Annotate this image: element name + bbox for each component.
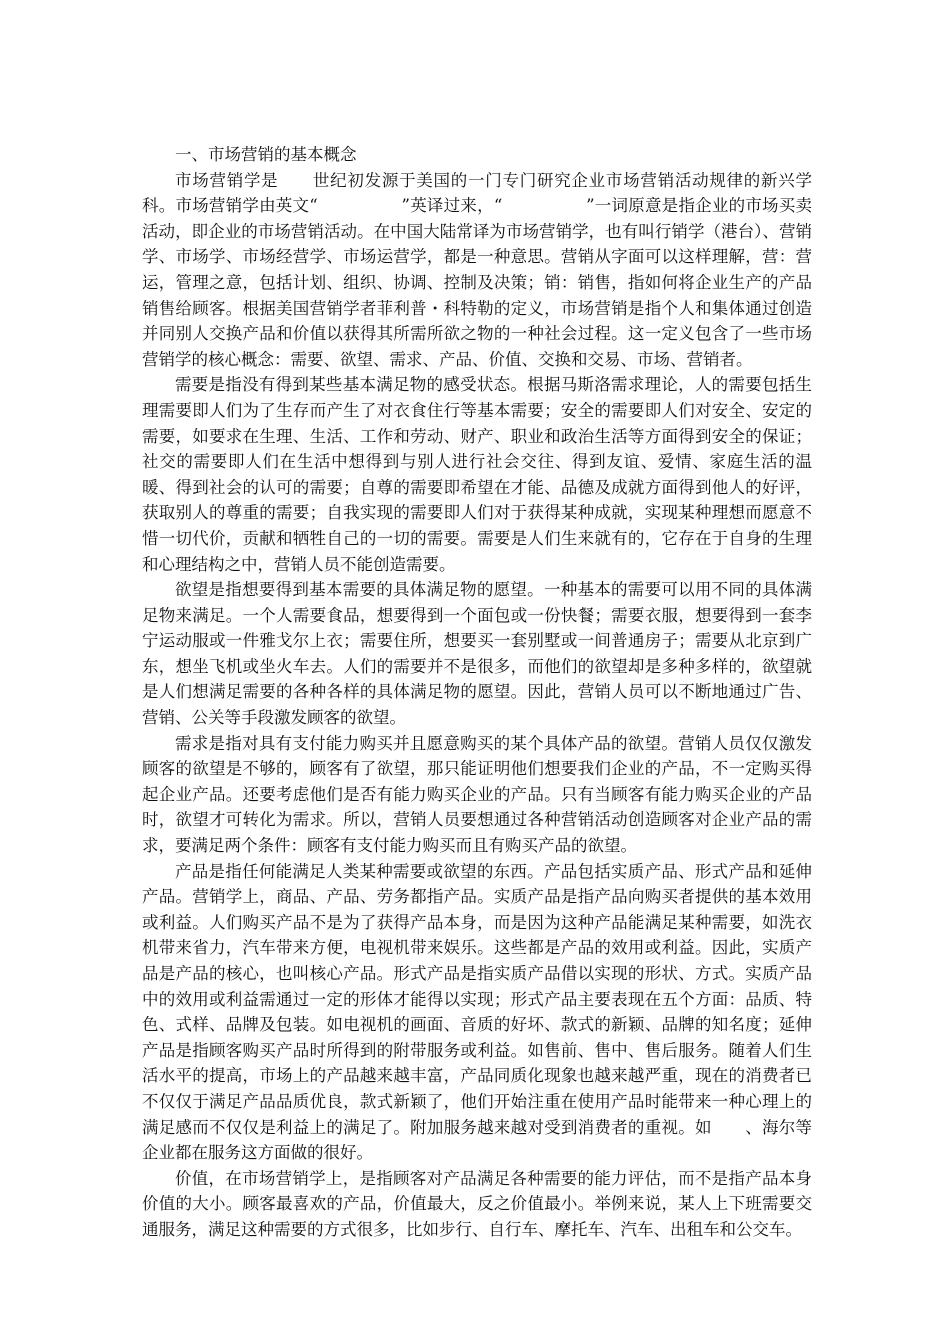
paragraph-marketing-definition: 市场营销学是 世纪初发源于美国的一门专门研究企业市场营销活动规律的新兴学科。市场营销学由英文“ ”英译过来，“ ”一词原意是指企业的市场买卖活动，即企业的市场营销活动。在中国大陆常译为市场营销学，也有叫行销学（港台）、营销学、市场学、市场经营学、市场运营学，都是一种意思。营销从字面可以这样理解，营：营运，管理之意，包括计划、组织、协调、控制及决策；销：销售，指如何将企业生产的产品销售给顾客。根据美国营销学者菲利普・科特勒的定义，市场营销是指个人和集体通过创造并同别人交换产品和价值以获得其所需所欲之物的一种社会过程。这一定义包含了一些市场营销学的核心概念：需要、欲望、需求、产品、价值、交换和交易、市场、营销者。 — [142, 170, 812, 369]
paragraph-demands: 需求是指对具有支付能力购买并且愿意购买的某个具体产品的欲望。营销人员仅仅激发顾客的欲望是不够的，顾客有了欲望，那只能证明他们想要我们企业的产品，不一定购买得起企业产品。还要考虑他们是否有能力购买企业的产品。只有当顾客有能力购买企业的产品时，欲望才可转化为需求。所以，营销人员要想通过各种营销活动创造顾客对企业产品的需求，要满足两个条件：顾客有支付能力购买而且有购买产品的欲望。 — [142, 733, 812, 856]
paragraph-value: 价值，在市场营销学上，是指顾客对产品满足各种需要的能力评估，而不是指产品本身价值的大小。顾客最喜欢的产品，价值最大，反之价值最小。举例来说，某人上下班需要交通服务，满足这种需要的方式很多，比如步行、自行车、摩托车、汽车、出租车和公交车。 — [142, 1168, 812, 1239]
paragraph-products: 产品是指任何能满足人类某种需要或欲望的东西。产品包括实质产品、形式产品和延伸产品。营销学上，商品、产品、劳务都指产品。实质产品是指产品向购买者提供的基本效用或利益。人们购买产品不是为了获得产品本身，而是因为这种产品能满足某种需要，如洗衣机带来省力，汽车带来方便，电视机带来娱乐。这些都是产品的效用或利益。因此，实质产品是产品的核心，也叫核心产品。形式产品是指实质产品借以实现的形状、方式。实质产品中的效用或利益需通过一定的形体才能得以实现；形式产品主要表现在五个方面：品质、特色、式样、品牌及包装。如电视机的画面、音质的好坏、款式的新颖、品牌的知名度；延伸产品是指顾客购买产品时所得到的附带服务或利益。如售前、售中、售后服务。随着人们生活水平的提高，市场上的产品越来越丰富，产品同质化现象也越来越严重，现在的消费者已不仅仅于满足产品品质优良，款式新颖了，他们开始注重在使用产品时能带来一种心理上的满足感而不仅仅是利益上的满足了。附加服务越来越对受到消费者的重视。如 、海尔等企业都在服务这方面做的很好。 — [142, 861, 812, 1163]
document-body — [142, 142, 812, 1243]
paragraph-needs: 需要是指没有得到某些基本满足物的感受状态。根据马斯洛需求理论，人的需要包括生理需要即人们为了生存而产生了对衣食住行等基本需要；安全的需要即人们对安全、安定的需要，如要求在生理、生活、工作和劳动、财产、职业和政治生活等方面得到安全的保证；社交的需要即人们在生活中想得到与别人进行社会交往、得到友谊、爱情、家庭生活的温暖、得到社会的认可的需要；自尊的需要即希望在才能、品德及成就方面得到他人的好评，获取别人的尊重的需要；自我实现的需要即人们对于获得某种成就，实现某种理想而愿意不惜一切代价，贡献和牺牲自己的一切的需要。需要是人们生来就有的，它存在于自身的生理和心理结构之中，营销人员不能创造需要。 — [142, 375, 812, 574]
section-heading: 一、市场营销的基本概念 — [175, 145, 357, 164]
paragraph-wants: 欲望是指想要得到基本需要的具体满足物的愿望。一种基本的需要可以用不同的具体满足物来满足。一个人需要食品，想要得到一个面包或一份快餐；需要衣服，想要得到一套李宁运动服或一件雅戈尔上衣；需要住所，想要买一套别墅或一间普通房子；需要从北京到广东，想坐飞机或坐火车去。人们的需要并不是很多，而他们的欲望却是多种多样的，欲望就是人们想满足需要的各种各样的具体满足物的愿望。因此，营销人员可以不断地通过广告、营销、公关等手段激发顾客的欲望。 — [142, 580, 812, 728]
